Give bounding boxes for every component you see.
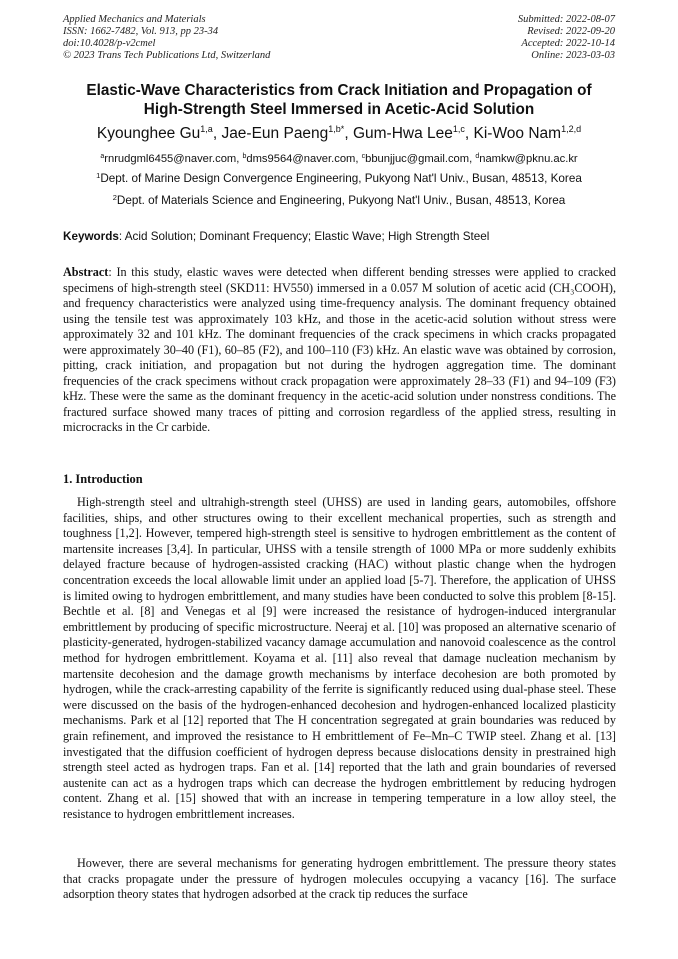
author-emails xyxy=(20,152,658,166)
journal-name: Applied Mechanics and Materials xyxy=(63,14,206,25)
keywords xyxy=(63,230,489,244)
journal-header-left xyxy=(63,14,270,62)
author-name: Jae-Eun Paeng xyxy=(221,125,329,142)
abstract-label: Abstract xyxy=(63,265,109,279)
affiliation-2 xyxy=(20,194,658,208)
email-mark: c xyxy=(361,153,366,160)
author-list xyxy=(30,125,648,143)
keywords-text: : Acid Solution; Dominant Frequency; Elastic Wave; High Strength Steel xyxy=(118,230,490,243)
email-link[interactable]: bbunjjuc@gmail.com xyxy=(365,153,470,165)
affiliation-mark: 1 xyxy=(96,171,101,180)
author-name: Ki-Woo Nam xyxy=(473,125,562,142)
revised-date: Revised: 2022-09-20 xyxy=(527,26,615,37)
email-link[interactable]: dms9564@naver.com xyxy=(246,153,356,165)
copyright-line: © 2023 Trans Tech Publications Ltd, Switzerland xyxy=(63,50,271,61)
issn-line: ISSN: 1662-7482, Vol. 913, pp 23-34 xyxy=(63,26,219,37)
submitted-date: Submitted: 2022-08-07 xyxy=(517,14,615,25)
introduction-paragraph-2: However, there are several mechanisms for generating hydrogen embrittlement. The pressure theory states that cracks propagate under the pressure of hydrogen molecules occupying a vacancy [16]. The surface adsorption theory states that hydrogen adsorbed at the crack tip reduces the surface xyxy=(63,856,616,902)
author-separator: , xyxy=(212,125,222,142)
author-name: Kyounghee Gu xyxy=(96,125,201,142)
email-link[interactable]: namkw@pknu.ac.kr xyxy=(479,153,578,165)
affiliation-text: Dept. of Materials Science and Engineering, Pukyong Nat'l Univ., Busan, 48513, Korea xyxy=(116,194,566,207)
author-affiliation-mark: 1,a xyxy=(200,124,213,134)
email-mark: a xyxy=(100,153,105,160)
paper-title xyxy=(40,81,638,119)
doi-line: doi:10.4028/p-v2cmel xyxy=(63,38,156,49)
author-affiliation-mark: 1,c xyxy=(452,124,465,134)
author-separator: , xyxy=(464,125,474,142)
affiliation-1 xyxy=(20,172,658,186)
title-line-2: High-Strength Steel Immersed in Acetic-Acid Solution xyxy=(143,101,535,118)
author-name: Gum-Hwa Lee xyxy=(352,125,453,142)
email-mark: d xyxy=(475,153,480,160)
author-affiliation-mark: 1,b* xyxy=(328,124,345,134)
title-line-1: Elastic-Wave Characteristics from Crack Initiation and Propagation of xyxy=(86,82,592,99)
abstract-text: : In this study, elastic waves were detected when different bending stresses were applied to cracked specimens of high-strength steel (SKD11: HV550) immersed in a 0.057 M solution of acetic acid (CH₃COOH), and frequency characteristics were analyzed using time-frequency analysis. The dominant frequency obtained using the tensile test was approximately 103 kHz, and those in the acetic-acid solution without stress were approximately 32 and 101 kHz. The dominant frequencies of the crack specimens in which cracks propagated were approximately 30–40 (F1), 60–85 (F2), and 100–110 (F3) kHz. An elastic wave was obtained by corrosion, pitting, crack initiation, and propagation but not during the hydrogen aggregation time. The dominant frequencies of the crack specimens without crack propagation were approximately 28–33 (F1) and 94–109 (F3) kHz. These were the same as the dominant frequency in the acetic-acid solution under nonstress conditions. The fractured surface showed many traces of pitting and corrosion regardless of the applied stress, resulting in microcracks in the Cr carbide. xyxy=(63,265,616,434)
email-separator: , xyxy=(469,153,476,165)
accepted-date: Accepted: 2022-10-14 xyxy=(521,38,615,49)
email-mark: b xyxy=(242,153,247,160)
email-separator: , xyxy=(355,153,362,165)
affiliation-mark: 2 xyxy=(112,193,117,202)
section-heading-introduction: 1. Introduction xyxy=(63,472,143,486)
introduction-paragraph-1: High-strength steel and ultrahigh-strength steel (UHSS) are used in landing gears, automobiles, offshore facilities, ships, and other structures owing to their excellent mechanical properties, such as strength and toughness [1,2]. However, tempered high-strength steel is sensitive to hydrogen embrittlement as the content of martensite increases [3,4]. In particular, UHSS with a tensile strength of 1000 MPa or more suddenly exhibits delayed fracture because of hydrogen-assisted cracking (HAC) without plastic change when the hydrogen concentration exceeds the local allowable limit under an applied load [5-7]. Therefore, the application of UHSS is limited owing to hydrogen embrittlement, and many studies have been conducted to solve this problem [8-15]. Bechtle et al. [8] and Venegas et al [9] were increased the resistance of hydrogen-induced intergranular embrittlement by producing of specific microstructure. Neeraj et al. [10] was proposed an alternative scenario of plasticity-generated, hydrogen-stabilized vacancy damage accumulation and nanovoid coalescence as the control method for hydrogen embrittlement. Koyama et al. [11] also reveal that damage nucleation mechanism by martensite decohesion and the damage growth mechanisms by interface decohesion are both promoted by hydrogen, while the crack-arresting capability of the ferrite is significantly reduced using dual-phase steel. These were discussed on the basis of the hydrogen-enhanced decohesion and hydrogen-enhanced localized plasticity mechanisms. Park et al [12] reported that The H concentration segregated at grain boundaries was reduced by grain refinement, and improved the resistance to H embrittlement of Fe–Mn–C TWIP steel. Zhang et al. [13] investigated that the diffusion coefficient of hydrogen depress because dislocations density in prestrained high strength steel acted as hydrogen traps. Fan et al. [14] reported that the lath and grain boundaries of reversed austenite can act as a hydrogen traps which can decrease the hydrogen embrittlement by reducing hydrogen content. Zhang et al. [15] showed that with an increase in tempering temperature in a low alloy steel, the resistance to hydrogen embrittlement increases. xyxy=(63,495,616,821)
email-separator: , xyxy=(236,153,243,165)
abstract xyxy=(63,265,616,436)
author-affiliation-mark: 1,2,d xyxy=(561,124,582,134)
journal-header-right xyxy=(518,14,615,62)
email-link[interactable]: rnrudgml6455@naver.com xyxy=(104,153,237,165)
author-separator: , xyxy=(344,125,353,142)
keywords-label: Keywords xyxy=(63,230,119,243)
online-date: Online: 2023-03-03 xyxy=(531,50,615,61)
affiliation-text: Dept. of Marine Design Convergence Engineering, Pukyong Nat'l Univ., Busan, 48513, Korea xyxy=(100,172,582,185)
